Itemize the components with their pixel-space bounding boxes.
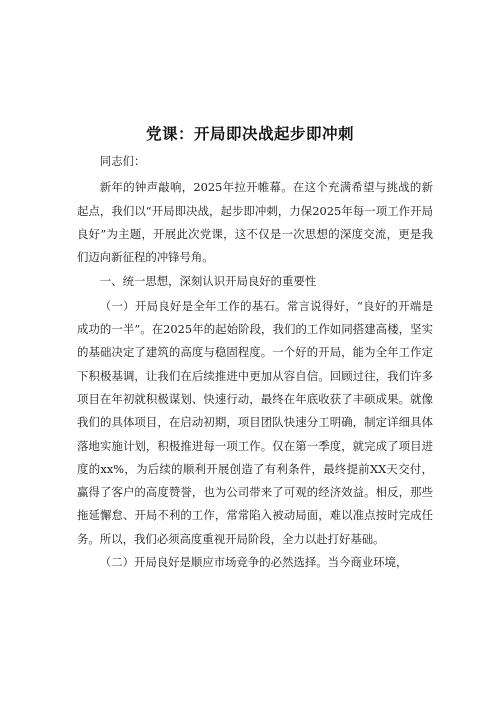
intro-paragraph: 新年的钟声敲响，2025年拉开帷幕。在这个充满希望与挑战的新起点，我们以“开局即决战，起步即冲刺，力保2025年每一项工作开局良好”为主题，开展此次党课，这不仅是一次思想的深度交流，更是我们迈向新征程的冲锋号角。 xyxy=(77,180,433,265)
section-heading-1: 一、统一思想，深刻认识开局良好的重要性 xyxy=(99,274,317,289)
document-title: 党课：开局即决战起步即冲刺 xyxy=(145,125,354,143)
salutation: 同志们： xyxy=(99,154,146,168)
paragraph-1: （一）开局良好是全年工作的基石。常言说得好，“良好的开端是成功的一半”。在2025年的起始阶段，我们的工作如同搭建高楼，坚实的基础决定了建筑的高度与稳固程度。一个好的开局，能为全年工作定下积极基调，让我们在后续推进中更加从容自信。回顾过往，我们许多项目在年初就积极谋划、快速行动，最终在年底收获了丰硕成果。就像我们的具体项目，在启动初期，项目团队快速分工明确，制定详细具体落地实施计划，积极推进每一项工作。仅在第一季度，就完成了项目进度的xx%，为后续的顺利开展创造了有利条件，最终提前XX天交付，赢得了客户的高度赞誉，也为公司带来了可观的经济效益。相反，那些拖延懈怠、开局不利的工作，常常陷入被动局面，难以准点按时完成任务。所以，我们必须高度重视开局阶段，全力以赴打好基础。 xyxy=(77,298,433,546)
paragraph-2: （二）开局良好是顺应市场竞争的必然选择。当今商业环境， xyxy=(99,555,408,570)
document-body xyxy=(77,150,433,574)
